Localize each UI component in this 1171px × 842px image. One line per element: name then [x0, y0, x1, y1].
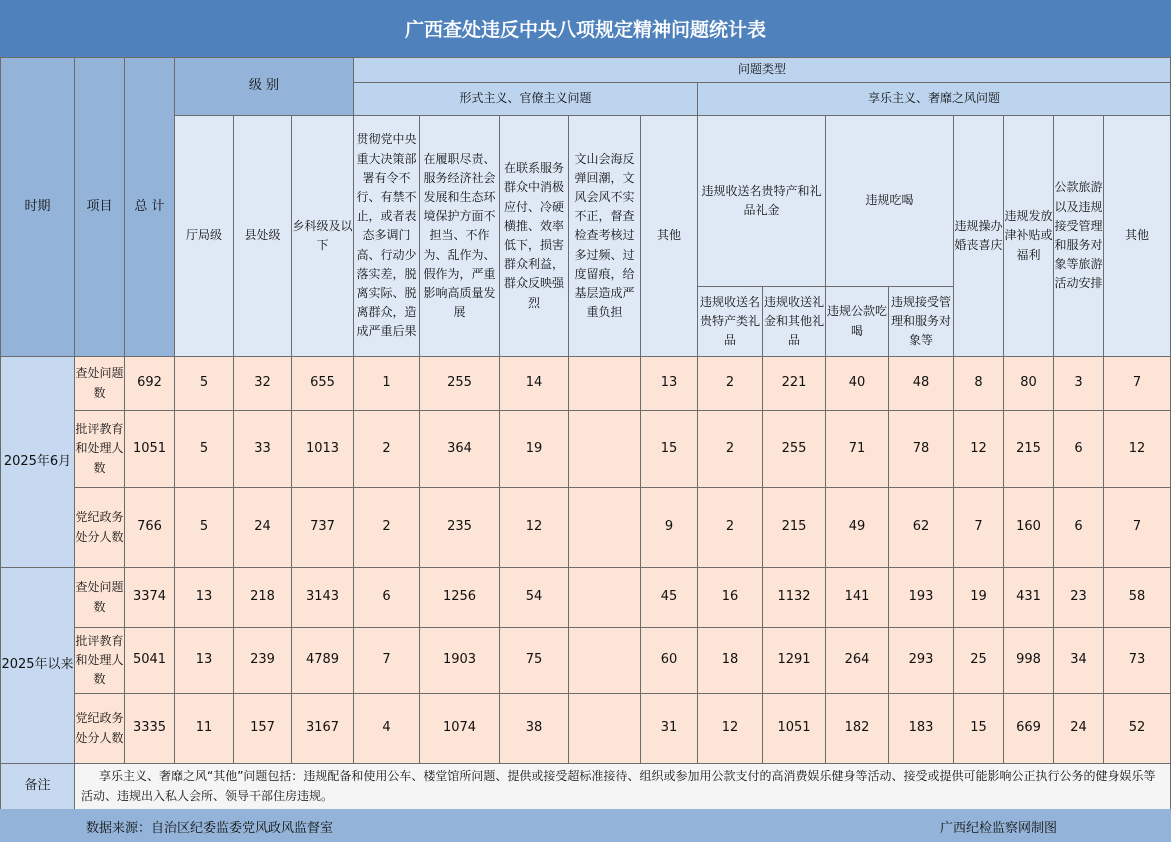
header-formalism: 形式主义、官僚主义问题 [354, 83, 698, 116]
table-row [1, 568, 1171, 628]
cell: 58 [1104, 568, 1171, 628]
cell: 4 [354, 694, 420, 764]
cell: 31 [641, 694, 698, 764]
cell: 2 [698, 411, 763, 488]
cell: 62 [889, 488, 954, 568]
statistics-table [0, 57, 1171, 810]
cell: 218 [234, 568, 292, 628]
cell: 7 [354, 628, 420, 694]
cell: 193 [889, 568, 954, 628]
header-formalism-2: 在履职尽责、服务经济社会发展和生态环境保护方面不担当、不作为、乱作为、假作为，严重影响高质量发展 [420, 116, 500, 357]
cell: 7 [1104, 488, 1171, 568]
header-gift-2: 违规收送礼金和其他礼品 [763, 287, 826, 357]
cell: 2 [698, 357, 763, 411]
cell: 32 [234, 357, 292, 411]
cell: 669 [1004, 694, 1054, 764]
table-row [1, 488, 1171, 568]
cell: 75 [500, 628, 569, 694]
cell: 19 [500, 411, 569, 488]
cell: 38 [500, 694, 569, 764]
cell: 215 [763, 488, 826, 568]
row-item-label: 批评教育和处理人数 [75, 411, 125, 488]
cell: 12 [698, 694, 763, 764]
header-formalism-3: 在联系服务群众中消极应付、冷硬横推、效率低下，损害群众利益，群众反映强烈 [500, 116, 569, 357]
cell: 255 [420, 357, 500, 411]
header-item: 项目 [75, 58, 125, 357]
cell [569, 357, 641, 411]
header-formalism-1: 贯彻党中央重大决策部署有令不行、有禁不止，或者表态多调门高、行动少落实差，脱离实际、脱离群众，造成严重后果 [354, 116, 420, 357]
cell: 2 [354, 488, 420, 568]
cell: 13 [175, 628, 234, 694]
cell: 71 [826, 411, 889, 488]
row-item-label: 查处问题数 [75, 357, 125, 411]
cell: 1132 [763, 568, 826, 628]
cell: 692 [125, 357, 175, 411]
period-label: 2025年以来 [1, 568, 75, 764]
cell: 15 [954, 694, 1004, 764]
cell: 7 [1104, 357, 1171, 411]
cell: 24 [1054, 694, 1104, 764]
header-subsidy: 违规发放津补贴或福利 [1004, 116, 1054, 357]
cell: 160 [1004, 488, 1054, 568]
header-total: 总 计 [125, 58, 175, 357]
cell: 1013 [292, 411, 354, 488]
note-text [75, 764, 1171, 810]
cell: 364 [420, 411, 500, 488]
cell: 431 [1004, 568, 1054, 628]
cell: 4789 [292, 628, 354, 694]
header-meal-1: 违规公款吃喝 [826, 287, 889, 357]
data-source: 数据来源：自治区纪委监委党风政风监督室 [86, 821, 334, 836]
cell: 141 [826, 568, 889, 628]
cell: 33 [234, 411, 292, 488]
cell: 655 [292, 357, 354, 411]
header-formalism-4: 文山会海反弹回潮，文风会风不实不正，督查检查考核过多过频、过度留痕，给基层造成严重负担 [569, 116, 641, 357]
cell: 1074 [420, 694, 500, 764]
cell: 235 [420, 488, 500, 568]
note-row [1, 764, 1171, 810]
cell: 12 [1104, 411, 1171, 488]
cell: 239 [234, 628, 292, 694]
page-title: 广西查处违反中央八项规定精神问题统计表 [0, 0, 1171, 57]
cell: 3143 [292, 568, 354, 628]
cell: 182 [826, 694, 889, 764]
cell: 6 [1054, 488, 1104, 568]
cell: 52 [1104, 694, 1171, 764]
cell: 1291 [763, 628, 826, 694]
cell: 60 [641, 628, 698, 694]
cell: 34 [1054, 628, 1104, 694]
cell: 293 [889, 628, 954, 694]
cell: 2 [354, 411, 420, 488]
header-hedonism-other: 其他 [1104, 116, 1171, 357]
cell: 45 [641, 568, 698, 628]
credit: 广西纪检监察网制图 [940, 821, 1058, 836]
header-formalism-other: 其他 [641, 116, 698, 357]
cell: 157 [234, 694, 292, 764]
cell: 221 [763, 357, 826, 411]
cell: 19 [954, 568, 1004, 628]
cell: 5041 [125, 628, 175, 694]
cell: 3335 [125, 694, 175, 764]
cell: 5 [175, 357, 234, 411]
cell: 737 [292, 488, 354, 568]
cell: 183 [889, 694, 954, 764]
cell: 12 [500, 488, 569, 568]
header-problem-type: 问题类型 [354, 58, 1171, 83]
cell: 48 [889, 357, 954, 411]
cell [569, 568, 641, 628]
cell: 1256 [420, 568, 500, 628]
header-meal: 违规吃喝 [826, 116, 954, 287]
cell: 6 [1054, 411, 1104, 488]
cell: 255 [763, 411, 826, 488]
row-item-label: 党纪政务处分人数 [75, 488, 125, 568]
cell: 12 [954, 411, 1004, 488]
cell: 78 [889, 411, 954, 488]
header-level-xiang: 乡科级及以下 [292, 116, 354, 357]
header-wedding: 违规操办婚丧喜庆 [954, 116, 1004, 357]
cell: 54 [500, 568, 569, 628]
note-label: 备注 [1, 764, 75, 810]
cell: 15 [641, 411, 698, 488]
cell [569, 628, 641, 694]
footer [0, 809, 1171, 842]
cell: 24 [234, 488, 292, 568]
cell: 2 [698, 488, 763, 568]
period-label: 2025年6月 [1, 357, 75, 568]
cell: 16 [698, 568, 763, 628]
header-meal-2: 违规接受管理和服务对象等 [889, 287, 954, 357]
cell: 13 [175, 568, 234, 628]
table-row [1, 628, 1171, 694]
cell: 11 [175, 694, 234, 764]
cell: 13 [641, 357, 698, 411]
cell: 14 [500, 357, 569, 411]
cell [569, 411, 641, 488]
cell: 80 [1004, 357, 1054, 411]
row-item-label: 批评教育和处理人数 [75, 628, 125, 694]
cell: 1051 [763, 694, 826, 764]
cell: 6 [354, 568, 420, 628]
header-period: 时期 [1, 58, 75, 357]
table-row [1, 357, 1171, 411]
cell: 8 [954, 357, 1004, 411]
header-level-ting: 厅局级 [175, 116, 234, 357]
cell: 23 [1054, 568, 1104, 628]
header-travel: 公款旅游以及违规接受管理和服务对象等旅游活动安排 [1054, 116, 1104, 357]
header-level-xian: 县处级 [234, 116, 292, 357]
cell: 7 [954, 488, 1004, 568]
cell: 1 [354, 357, 420, 411]
cell: 3 [1054, 357, 1104, 411]
cell: 40 [826, 357, 889, 411]
cell [569, 488, 641, 568]
cell: 5 [175, 411, 234, 488]
row-item-label: 党纪政务处分人数 [75, 694, 125, 764]
cell: 25 [954, 628, 1004, 694]
cell [569, 694, 641, 764]
cell: 766 [125, 488, 175, 568]
cell: 1051 [125, 411, 175, 488]
cell: 3167 [292, 694, 354, 764]
cell: 998 [1004, 628, 1054, 694]
cell: 73 [1104, 628, 1171, 694]
header-hedonism: 享乐主义、奢靡之风问题 [698, 83, 1171, 116]
table-row [1, 411, 1171, 488]
cell: 49 [826, 488, 889, 568]
table-row [1, 694, 1171, 764]
cell: 18 [698, 628, 763, 694]
row-item-label: 查处问题数 [75, 568, 125, 628]
cell: 3374 [125, 568, 175, 628]
header-level: 级 别 [175, 58, 354, 116]
cell: 264 [826, 628, 889, 694]
cell: 9 [641, 488, 698, 568]
header-gift: 违规收送名贵特产和礼品礼金 [698, 116, 826, 287]
header-gift-1: 违规收送名贵特产类礼品 [698, 287, 763, 357]
note-content: 享乐主义、奢靡之风“其他”问题包括：违规配备和使用公车、楼堂馆所问题、提供或接受超标准接待、组织或参加用公款支付的高消费娱乐健身等活动、接受或提供可能影响公正执行公务的健身娱乐等活动、违规出入私人会所、领导干部住房违规。 [81, 769, 1156, 803]
cell: 1903 [420, 628, 500, 694]
cell: 5 [175, 488, 234, 568]
cell: 215 [1004, 411, 1054, 488]
